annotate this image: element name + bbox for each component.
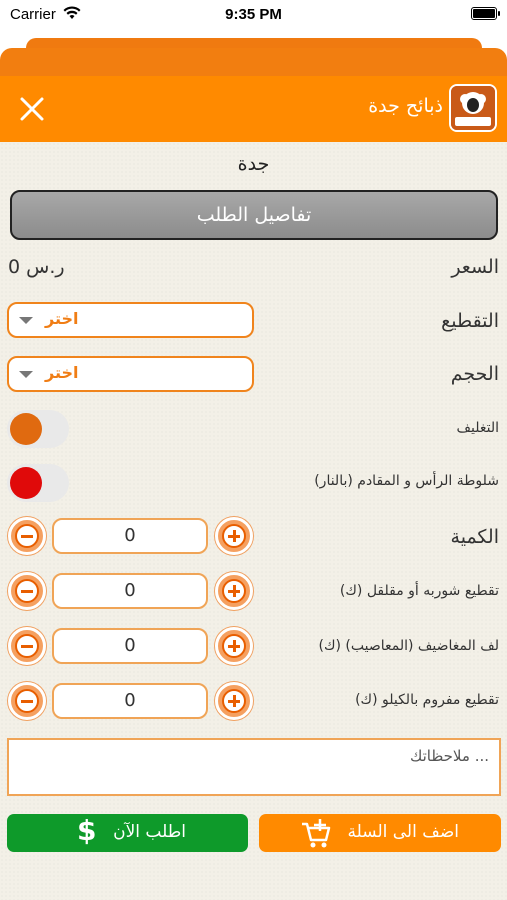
minus-icon [15, 579, 39, 603]
dropdown-arrow-icon [19, 317, 33, 324]
toggle-knob [10, 467, 42, 499]
soup-cut-field[interactable]: 0 [52, 573, 208, 609]
minus-icon [15, 689, 39, 713]
cutting-label: التقطيع [441, 310, 499, 332]
app-logo [449, 84, 497, 132]
minced-label: تقطيع مفروم بالكيلو (ك) [355, 692, 499, 708]
wrap-plus-button[interactable] [215, 627, 253, 665]
minced-plus-button[interactable] [215, 682, 253, 720]
quantity-plus-button[interactable] [215, 517, 253, 555]
carrier-label: Carrier [10, 6, 56, 23]
minus-icon [15, 524, 39, 548]
wrap-label: لف المغاضيف (المعاصيب) (ك) [318, 638, 499, 654]
soup-cut-minus-button[interactable] [8, 572, 46, 610]
head-legs-toggle[interactable] [7, 464, 69, 502]
head-legs-label: شلوطة الرأس و المقادم (بالنار) [314, 473, 499, 489]
dropdown-arrow-icon [19, 371, 33, 378]
soup-cut-label: تقطيع شوربه أو مقلقل (ك) [339, 583, 499, 599]
plus-icon [222, 634, 246, 658]
minced-field[interactable]: 0 [52, 683, 208, 719]
toggle-knob [10, 413, 42, 445]
battery-icon [471, 7, 497, 20]
status-time: 9:35 PM [225, 6, 282, 23]
minus-icon [15, 634, 39, 658]
quantity-field[interactable]: 0 [52, 518, 208, 554]
dollar-icon: $ [77, 814, 97, 847]
order-now-button[interactable] [7, 814, 248, 852]
add-to-cart-button[interactable] [259, 814, 501, 852]
cutting-select[interactable] [7, 302, 254, 338]
order-details-button[interactable]: تفاصيل الطلب [10, 190, 498, 240]
cutting-select-value: اختر [45, 309, 79, 328]
price-label: السعر [451, 256, 499, 278]
size-select-value: اختر [45, 363, 79, 382]
app-title: ذبائح جدة [368, 95, 443, 117]
order-form [0, 142, 507, 900]
wrapping-label: التغليف [456, 420, 499, 436]
plus-icon [222, 579, 246, 603]
wrap-minus-button[interactable] [8, 627, 46, 665]
wrap-field[interactable]: 0 [52, 628, 208, 664]
wrapping-toggle[interactable] [7, 410, 69, 448]
plus-icon [222, 689, 246, 713]
sheep-icon [451, 86, 495, 130]
close-button[interactable] [16, 93, 48, 125]
size-label: الحجم [450, 363, 499, 385]
order-now-label: اطلب الآن [113, 822, 186, 842]
header-bar [0, 76, 507, 142]
price-value: 0 ر.س [8, 256, 65, 278]
add-cart-icon [299, 816, 333, 850]
close-icon [16, 93, 48, 125]
notes-field[interactable]: ملاحظاتك ... [7, 738, 501, 796]
size-select[interactable] [7, 356, 254, 392]
quantity-minus-button[interactable] [8, 517, 46, 555]
city-title: جدة [237, 153, 270, 175]
status-bar [0, 0, 507, 40]
minced-minus-button[interactable] [8, 682, 46, 720]
add-to-cart-label: اضف الى السلة [347, 822, 459, 842]
plus-icon [222, 524, 246, 548]
soup-cut-plus-button[interactable] [215, 572, 253, 610]
quantity-label: الكمية [450, 526, 499, 548]
